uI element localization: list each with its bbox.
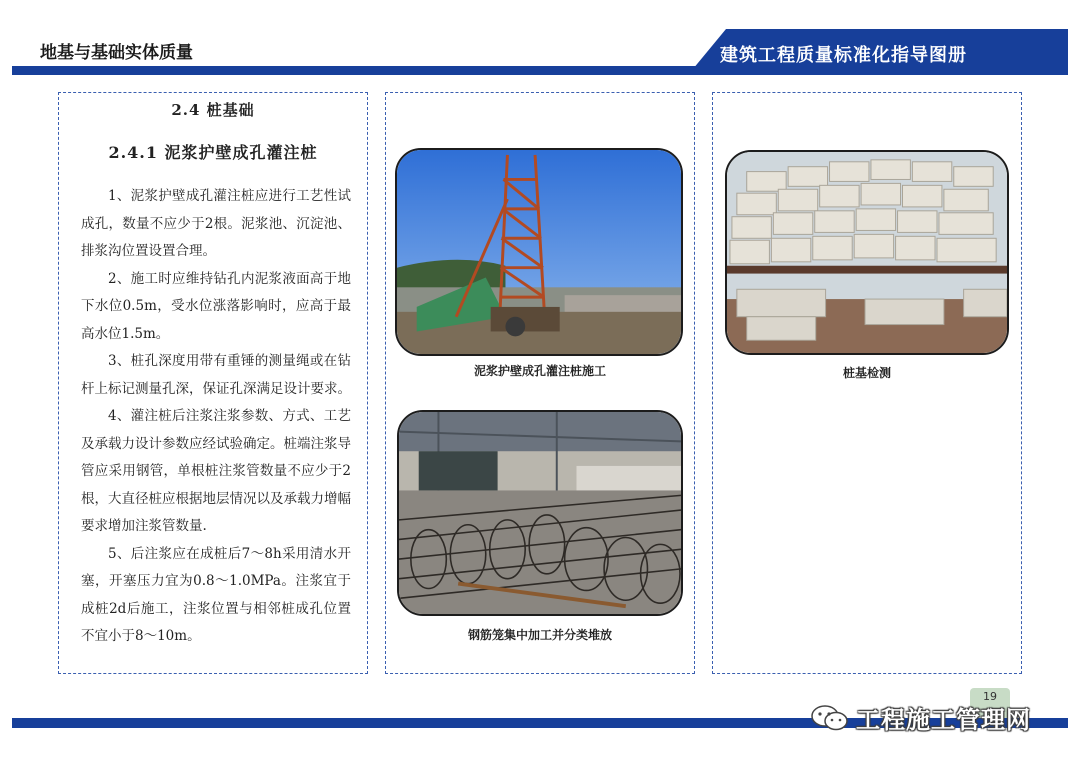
wechat-icon xyxy=(810,703,850,733)
paragraph-5: 5、后注浆应在成桩后7～8h采用清水开塞，开塞压力宜为0.8～1.0MPa。注浆宜于成桩2d后施工，注浆位置与相邻桩成孔位置不宜小于8～10m。 xyxy=(81,545,351,644)
paragraph-4: 4、灌注桩后注浆注浆参数、方式、工艺及承载力设计参数应经试验确定。桩端注浆导管应采用钢管，单根桩注浆管数量不应少于2根，大直径桩应根据地层情况以及承载力增幅要求增加注浆管数量. xyxy=(81,408,351,534)
text-panel xyxy=(58,92,368,674)
page-number: 19 xyxy=(983,690,997,703)
paragraph-3: 3、桩孔深度用带有重锤的测量绳或在钻杆上标记测量孔深，保证孔深满足设计要求。 xyxy=(81,353,351,397)
chapter-title: 地基与基础实体质量 xyxy=(40,43,193,63)
pile-load-test-photo xyxy=(725,150,1009,355)
watermark-text: 工程施工管理网 xyxy=(856,706,1031,734)
section-title: 2.4 桩基础 xyxy=(171,101,255,119)
header-bar xyxy=(12,66,1068,75)
requirements-text xyxy=(81,183,351,651)
paragraph-2: 2、施工时应维持钻孔内泥浆液面高于地下水位0.5m，受水位涨落影响时，应高于最高水位1.5m。 xyxy=(81,270,351,342)
drilling-rig-photo xyxy=(395,148,683,356)
rebar-cage-photo xyxy=(397,410,683,616)
rebar-photo-caption: 钢筋笼集中加工并分类堆放 xyxy=(467,628,612,642)
paragraph-1: 1、泥浆护壁成孔灌注桩应进行工艺性试成孔，数量不应少于2根。泥浆池、沉淀池、排浆沟位置设置合理。 xyxy=(81,188,351,259)
drilling-photo-caption: 泥浆护壁成孔灌注桩施工 xyxy=(473,364,606,378)
booklet-title: 建筑工程质量标准化指导图册 xyxy=(720,45,967,66)
pile-test-caption: 桩基检测 xyxy=(842,366,891,380)
watermark xyxy=(810,700,1031,735)
subsection-title: 2.4.1 泥浆护壁成孔灌注桩 xyxy=(108,143,318,162)
